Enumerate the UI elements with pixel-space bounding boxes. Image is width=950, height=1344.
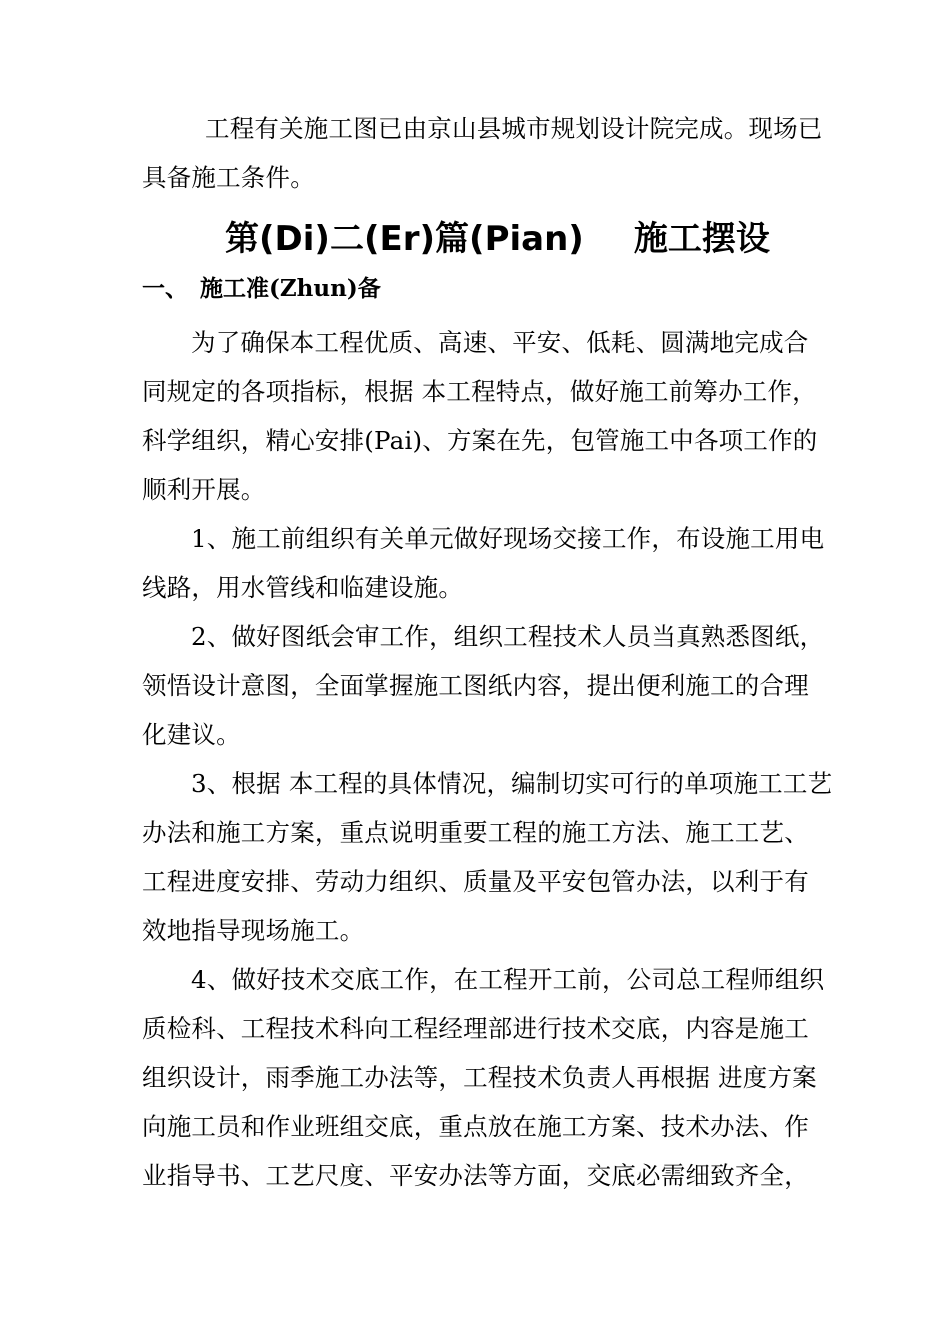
- paragraph-line: 业指导书、工艺尺度、平安办法等方面，交底必需细致齐全，: [142, 1161, 809, 1190]
- paragraph-line: 3、根据 本工程的具体情况，编制切实可行的单项施工工艺: [191, 769, 833, 798]
- paragraph-line: 效地指导现场施工。: [142, 916, 365, 945]
- paragraph-line: 顺利开展。: [142, 475, 266, 504]
- intro-line-1: 工程有关施工图已由京山县城市规划设计院完成。现场已: [205, 114, 823, 143]
- intro-line-2: 具备施工条件。: [142, 163, 315, 192]
- paragraph-line: 质检科、工程技术科向工程经理部进行技术交底，内容是施工: [142, 1014, 809, 1043]
- paragraph-line: 办法和施工方案，重点说明重要工程的施工方法、施工工艺、: [142, 818, 809, 847]
- paragraph-5: [142, 955, 848, 1200]
- chapter-label: 第(Di)二(Er)篇(Pian): [225, 219, 584, 259]
- paragraph-line: 科学组织，精心安排(Pai)、方案在先，包管施工中各项工作的: [142, 426, 818, 455]
- paragraph-line: 向施工员和作业班组交底，重点放在施工方案、技术办法、作: [142, 1112, 809, 1141]
- paragraph-line: 工程进度安排、劳动力组织、质量及平安包管办法，以利于有: [142, 867, 809, 896]
- chapter-title: [142, 208, 848, 270]
- paragraph-line: 同规定的各项指标，根据 本工程特点，做好施工前筹办工作，: [142, 377, 817, 406]
- paragraph-line: 2、做好图纸会审工作，组织工程技术人员当真熟悉图纸，: [191, 622, 825, 651]
- intro-paragraph: [142, 104, 848, 202]
- chapter-name: 施工摆设: [633, 219, 770, 259]
- paragraph-1: [142, 318, 848, 514]
- paragraph-line: 领悟设计意图，全面掌握施工图纸内容，提出便利施工的合理: [142, 671, 809, 700]
- paragraph-3: [142, 612, 848, 759]
- paragraph-line: 4、做好技术交底工作，在工程开工前，公司总工程师组织: [191, 965, 825, 994]
- paragraph-line: 化建议。: [142, 720, 241, 749]
- paragraph-2: [142, 514, 848, 612]
- paragraph-4: [142, 759, 848, 955]
- paragraph-line: 1、施工前组织有关单元做好现场交接工作，布设施工用电: [191, 524, 825, 553]
- section-number: 一、: [142, 275, 188, 302]
- document-body: [142, 104, 848, 1200]
- section-heading: [142, 270, 848, 308]
- section-title: 施工准(Zhun)备: [200, 275, 381, 302]
- paragraph-line: 线路，用水管线和临建设施。: [142, 573, 464, 602]
- paragraph-line: 组织设计，雨季施工办法等，工程技术负责人再根据 进度方案: [142, 1063, 817, 1092]
- paragraph-line: 为了确保本工程优质、高速、平安、低耗、圆满地完成合: [191, 328, 809, 357]
